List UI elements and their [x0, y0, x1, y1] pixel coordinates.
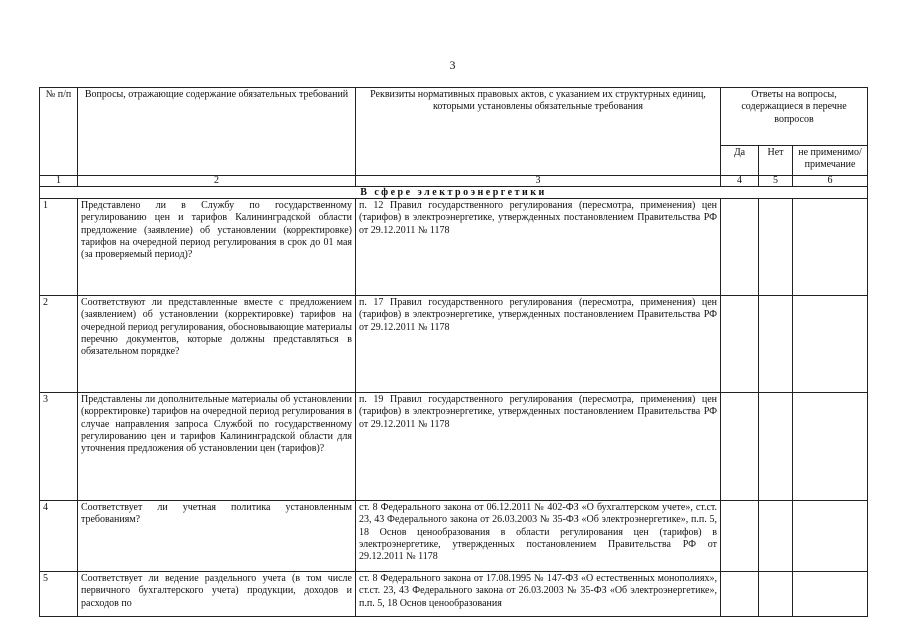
table-row	[40, 393, 868, 501]
row-reference: п. 17 Правил государственного регулирования (пересмотра, применения) цен (тарифов) в электроэнергетике, утвержденных постановлением Правительства РФ от 29.12.2011 № 1178	[356, 296, 721, 393]
answer-no-cell[interactable]	[759, 501, 793, 572]
answer-no-cell[interactable]	[759, 572, 793, 617]
header-na: не применимо/ примечание	[793, 146, 868, 176]
answer-no-cell[interactable]	[759, 199, 793, 296]
header-num: № п/п	[40, 88, 78, 176]
page-number: 3	[449, 58, 456, 72]
row-reference: п. 19 Правил государственного регулирования (пересмотра, применения) цен (тарифов) в электроэнергетике, утвержденных постановлением Правительства РФ от 29.12.2011 № 1178	[356, 393, 721, 501]
answer-yes-cell[interactable]	[721, 393, 759, 501]
row-number: 3	[40, 393, 78, 501]
row-question: Соответствует ли учетная политика установленным требованиям?	[78, 501, 356, 572]
row-number: 1	[40, 199, 78, 296]
table-row	[40, 296, 868, 393]
answer-na-cell[interactable]	[793, 296, 868, 393]
answer-yes-cell[interactable]	[721, 501, 759, 572]
table-row	[40, 199, 868, 296]
table-row	[40, 572, 868, 617]
column-number-row	[40, 176, 868, 187]
requirements-table	[39, 87, 868, 617]
header-no: Нет	[759, 146, 793, 176]
section-row	[40, 187, 868, 199]
answer-no-cell[interactable]	[759, 393, 793, 501]
column-number: 5	[759, 176, 793, 187]
column-number: 6	[793, 176, 868, 187]
row-number: 2	[40, 296, 78, 393]
header-answers: Ответы на вопросы, содержащиеся в перечне вопросов	[721, 88, 868, 146]
answer-yes-cell[interactable]	[721, 296, 759, 393]
column-number: 4	[721, 176, 759, 187]
column-number: 1	[40, 176, 78, 187]
header-requisites: Реквизиты нормативных правовых актов, с указанием их структурных единиц, которыми установлены обязательные требования	[356, 88, 721, 176]
answer-na-cell[interactable]	[793, 501, 868, 572]
header-question: Вопросы, отражающие содержание обязательных требований	[78, 88, 356, 176]
column-number: 3	[356, 176, 721, 187]
answer-na-cell[interactable]	[793, 572, 868, 617]
row-question: Соответствуют ли представленные вместе с предложением (заявлением) об установлении (корректировке) тарифов на очередной период регулирования, обосновывающие материалы перечню документов, которые должны представляться в обязательном порядке?	[78, 296, 356, 393]
row-question: Представлено ли в Службу по государственному регулированию цен и тарифов Калининградской области предложение (заявление) об установлении (корректировке) тарифов на очередной период регулирования в срок до 01 мая (за проверяемый период)?	[78, 199, 356, 296]
row-reference: ст. 8 Федерального закона от 06.12.2011 № 402-ФЗ «О бухгалтерском учете», ст.ст. 23, 43 Федерального закона от 26.03.2003 № 35-ФЗ «Об электроэнергетике», п.п. 5, 18 Основ ценообразования в области регулирования цен (тарифов) в электроэнергетике, утвержденных постановлением Правительства РФ от 29.12.2011 № 1178	[356, 501, 721, 572]
table-row	[40, 501, 868, 572]
answer-yes-cell[interactable]	[721, 199, 759, 296]
answer-na-cell[interactable]	[793, 393, 868, 501]
row-reference: п. 12 Правил государственного регулирования (пересмотра, применения) цен (тарифов) в электроэнергетике, утвержденных постановлением Правительства РФ от 29.12.2011 № 1178	[356, 199, 721, 296]
answer-yes-cell[interactable]	[721, 572, 759, 617]
answer-no-cell[interactable]	[759, 296, 793, 393]
answer-na-cell[interactable]	[793, 199, 868, 296]
column-number: 2	[78, 176, 356, 187]
row-question: Представлены ли дополнительные материалы об установлении (корректировке) тарифов на очередной период регулирования в случае направления запроса Службой по государственному регулированию цен и тарифов Калининградской области для уточнения предложения об установлении цен (тарифов)?	[78, 393, 356, 501]
row-number: 5	[40, 572, 78, 617]
row-number: 4	[40, 501, 78, 572]
header-yes: Да	[721, 146, 759, 176]
row-reference: ст. 8 Федерального закона от 17.08.1995 № 147-ФЗ «О естественных монополиях», ст.ст. 23, 43 Федерального закона от 26.03.2003 № 35-ФЗ «Об электроэнергетике», п.п. 5, 18 Основ ценообразования	[356, 572, 721, 617]
row-question: Соответствует ли ведение раздельного учета (в том числе первичного бухгалтерского учета) продукции, доходов и расходов по	[78, 572, 356, 617]
section-title: В сфере электроэнергетики	[40, 187, 868, 199]
